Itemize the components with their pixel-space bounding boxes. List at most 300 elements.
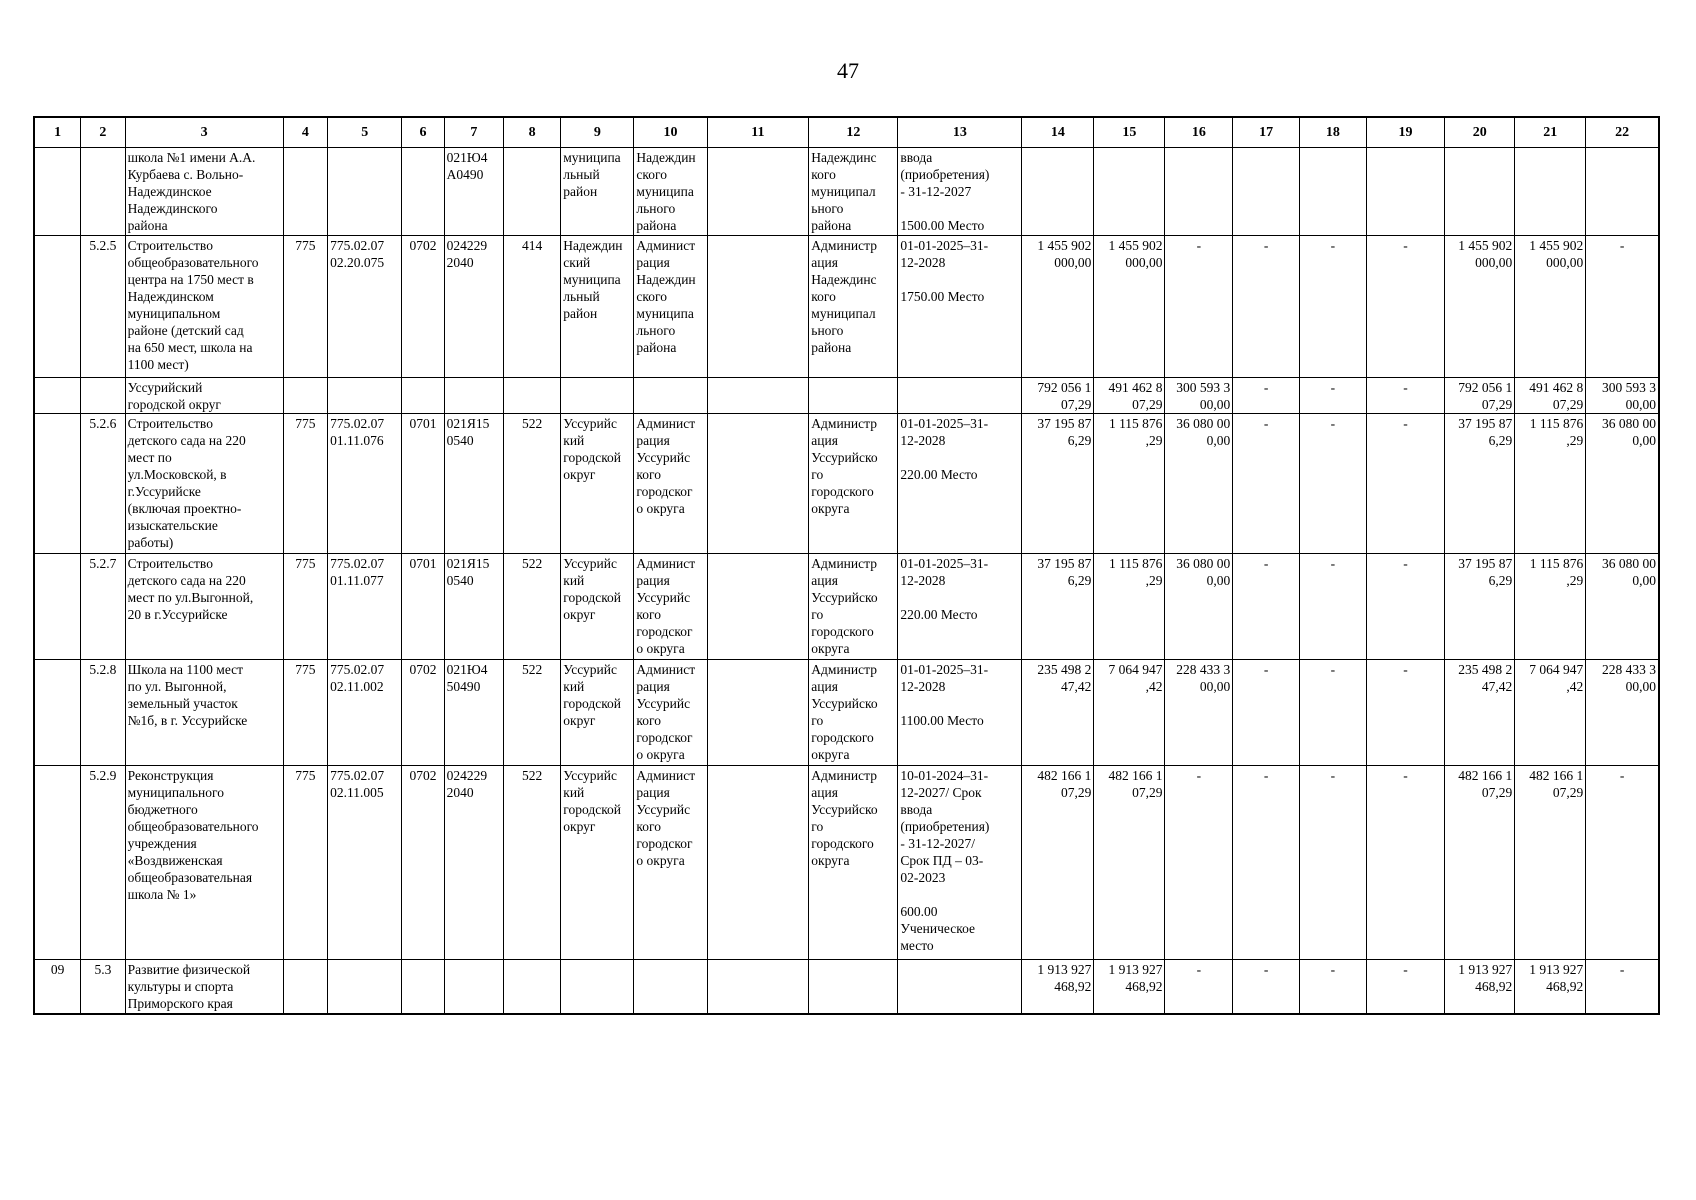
table-cell-col-13 — [898, 766, 1022, 960]
cell-text: 775 — [295, 662, 316, 677]
cell-text: 0702 — [409, 238, 437, 253]
table-cell-col-9 — [561, 148, 634, 236]
cell-text: Админист рация Уссурийс кого городског о округа — [636, 416, 696, 516]
table-cell-col-16 — [1165, 414, 1233, 554]
cell-text: - — [1330, 962, 1336, 977]
cell-text: - — [1196, 238, 1202, 253]
table-cell-col-9 — [561, 960, 634, 1014]
table-cell-col-11 — [707, 414, 809, 554]
table-row — [34, 660, 1659, 766]
cell-text: Надеждин ского муниципа льного района — [636, 150, 696, 233]
table-cell-col-19 — [1366, 554, 1444, 660]
table-cell-col-16 — [1165, 236, 1233, 378]
cell-text: ввода (приобретения) - 31-12-2027 1500.00 Место — [900, 150, 990, 233]
cell-text: 522 — [522, 556, 543, 571]
table-cell-col-17 — [1233, 554, 1300, 660]
cell-text: Администр ация Уссурийско го городского округа — [811, 662, 878, 762]
table-cell-col-3 — [125, 766, 283, 960]
table-row — [34, 378, 1659, 414]
table-cell-col-17 — [1233, 148, 1300, 236]
table-cell-col-5 — [328, 148, 402, 236]
table-cell-col-21 — [1515, 236, 1586, 378]
table-cell-col-4 — [283, 236, 328, 378]
table-cell-col-21 — [1515, 960, 1586, 1014]
table-cell-col-12 — [809, 378, 898, 414]
cell-text: 482 166 1 07,29 — [1529, 768, 1584, 800]
table-cell-col-14 — [1022, 148, 1094, 236]
table-cell-col-11 — [707, 378, 809, 414]
cell-text: - — [1619, 962, 1625, 977]
table-cell-col-19 — [1366, 236, 1444, 378]
table-cell-col-11 — [707, 960, 809, 1014]
table-cell-col-9 — [561, 766, 634, 960]
cell-text: 36 080 00 0,00 — [1176, 556, 1231, 588]
cell-text: - — [1403, 768, 1408, 783]
table-cell-col-2 — [81, 148, 126, 236]
cell-text: 0702 — [409, 662, 437, 677]
cell-text: 36 080 00 0,00 — [1602, 416, 1656, 448]
table-cell-col-10 — [634, 554, 707, 660]
table-cell-col-15 — [1094, 660, 1165, 766]
cell-text: 36 080 00 0,00 — [1176, 416, 1231, 448]
table-cell-col-15 — [1094, 960, 1165, 1014]
table-cell-col-10 — [634, 236, 707, 378]
table-cell-col-7 — [444, 148, 503, 236]
column-header-11: 11 — [707, 117, 809, 148]
cell-text: 09 — [50, 962, 65, 977]
cell-text: 792 056 1 07,29 — [1458, 380, 1513, 412]
column-header-20: 20 — [1445, 117, 1515, 148]
cell-text: 37 195 87 6,29 — [1037, 556, 1092, 588]
cell-text: 01-01-2025–31- 12-2028 220.00 Место — [900, 556, 989, 622]
cell-text: 300 593 3 00,00 — [1602, 380, 1656, 412]
cell-text: 021Ю4 50490 — [446, 662, 488, 694]
table-cell-col-8 — [504, 766, 561, 960]
cell-text: - — [1403, 380, 1408, 395]
table-cell-col-3 — [125, 378, 283, 414]
column-header-6: 6 — [402, 117, 444, 148]
table-cell-col-18 — [1300, 660, 1367, 766]
table-cell-col-22 — [1586, 378, 1659, 414]
table-cell-col-12 — [809, 414, 898, 554]
table-cell-col-12 — [809, 960, 898, 1014]
cell-text: 1 115 876 ,29 — [1529, 556, 1584, 588]
table-cell-col-6 — [402, 960, 444, 1014]
cell-text: Реконструкция муниципального бюджетного общеобразовательного учреждения «Воздвиженская общеобразовательная школа № 1» — [127, 768, 259, 902]
table-cell-col-10 — [634, 766, 707, 960]
cell-text: Уссурийский городской округ — [127, 380, 221, 412]
cell-text: 775 — [295, 416, 316, 431]
table-cell-col-18 — [1300, 766, 1367, 960]
table-cell-col-13 — [898, 236, 1022, 378]
table-cell-col-14 — [1022, 660, 1094, 766]
cell-text: 1 913 927 468,92 — [1529, 962, 1584, 994]
table-cell-col-8 — [504, 960, 561, 1014]
cell-text: - — [1263, 556, 1269, 571]
table-cell-col-19 — [1366, 378, 1444, 414]
cell-text: 36 080 00 0,00 — [1602, 556, 1656, 588]
table-cell-col-15 — [1094, 236, 1165, 378]
table-cell-col-20 — [1445, 554, 1515, 660]
column-header-14: 14 — [1022, 117, 1094, 148]
table-cell-col-21 — [1515, 414, 1586, 554]
cell-text: 37 195 87 6,29 — [1037, 416, 1092, 448]
cell-text: Строительство детского сада на 220 мест по ул.Выгонной, 20 в г.Уссурийске — [127, 556, 254, 622]
cell-text: 0701 — [409, 556, 437, 571]
cell-text: - — [1330, 556, 1336, 571]
table-cell-col-5 — [328, 766, 402, 960]
cell-text: - — [1196, 962, 1202, 977]
table-cell-col-1 — [34, 414, 81, 554]
table-cell-col-19 — [1366, 960, 1444, 1014]
cell-text: - — [1619, 238, 1625, 253]
cell-text: 482 166 1 07,29 — [1037, 768, 1092, 800]
table-cell-col-6 — [402, 378, 444, 414]
table-cell-col-6 — [402, 554, 444, 660]
table-cell-col-13 — [898, 414, 1022, 554]
cell-text: 5.2.7 — [89, 556, 117, 571]
table-cell-col-5 — [328, 414, 402, 554]
table-cell-col-22 — [1586, 414, 1659, 554]
table-cell-col-4 — [283, 378, 328, 414]
table-cell-col-12 — [809, 236, 898, 378]
table-cell-col-19 — [1366, 414, 1444, 554]
cell-text: Школа на 1100 мест по ул. Выгонной, земельный участок №1б, в г. Уссурийске — [127, 662, 248, 728]
table-cell-col-13 — [898, 960, 1022, 1014]
table-cell-col-2 — [81, 960, 126, 1014]
data-table — [33, 116, 1660, 1015]
cell-text: - — [1619, 768, 1625, 783]
cell-text: 1 913 927 468,92 — [1108, 962, 1163, 994]
cell-text: 775.02.07 01.11.077 — [330, 556, 385, 588]
cell-text: - — [1263, 662, 1269, 677]
table-cell-col-5 — [328, 660, 402, 766]
table-cell-col-7 — [444, 960, 503, 1014]
table-cell-col-3 — [125, 960, 283, 1014]
table-cell-col-22 — [1586, 660, 1659, 766]
table-cell-col-7 — [444, 660, 503, 766]
table-cell-col-9 — [561, 236, 634, 378]
table-cell-col-22 — [1586, 960, 1659, 1014]
table-cell-col-11 — [707, 236, 809, 378]
cell-text: - — [1330, 768, 1336, 783]
table-cell-col-6 — [402, 148, 444, 236]
table-cell-col-8 — [504, 378, 561, 414]
table-cell-col-1 — [34, 766, 81, 960]
table-cell-col-11 — [707, 554, 809, 660]
table-cell-col-4 — [283, 148, 328, 236]
table-cell-col-2 — [81, 554, 126, 660]
cell-text: 37 195 87 6,29 — [1458, 416, 1513, 448]
table-cell-col-20 — [1445, 148, 1515, 236]
table-cell-col-11 — [707, 660, 809, 766]
cell-text: Надеждинс кого муниципал ьного района — [811, 150, 877, 233]
cell-text: - — [1263, 416, 1269, 431]
table-cell-col-18 — [1300, 148, 1367, 236]
table-row — [34, 148, 1659, 236]
table-cell-col-18 — [1300, 236, 1367, 378]
table-cell-col-10 — [634, 414, 707, 554]
table-cell-col-3 — [125, 148, 283, 236]
table-cell-col-14 — [1022, 236, 1094, 378]
table-cell-col-16 — [1165, 148, 1233, 236]
cell-text: Строительство детского сада на 220 мест по ул.Московской, в г.Уссурийске (включая проектно- изыскательские работы) — [127, 416, 246, 550]
cell-text: 021Я15 0540 — [446, 416, 490, 448]
table-cell-col-22 — [1586, 766, 1659, 960]
cell-text: 1 455 902 000,00 — [1037, 238, 1092, 270]
table-cell-col-12 — [809, 660, 898, 766]
cell-text: - — [1403, 238, 1408, 253]
cell-text: - — [1263, 768, 1269, 783]
cell-text: 300 593 3 00,00 — [1176, 380, 1231, 412]
cell-text: 1 455 902 000,00 — [1458, 238, 1513, 270]
cell-text: Надеждин ский муниципа льный район — [563, 238, 623, 321]
table-cell-col-16 — [1165, 766, 1233, 960]
table-cell-col-2 — [81, 414, 126, 554]
cell-text: 5.2.6 — [89, 416, 117, 431]
table-cell-col-1 — [34, 148, 81, 236]
table-cell-col-4 — [283, 766, 328, 960]
table-cell-col-20 — [1445, 766, 1515, 960]
table-cell-col-5 — [328, 378, 402, 414]
table-cell-col-14 — [1022, 414, 1094, 554]
cell-text: Уссурийс кий городской округ — [563, 556, 622, 622]
cell-text: Админист рация Надеждин ского муниципа льного района — [636, 238, 696, 355]
table-cell-col-3 — [125, 414, 283, 554]
table-cell-col-8 — [504, 554, 561, 660]
table-row — [34, 236, 1659, 378]
table-header-row — [34, 117, 1659, 148]
table-cell-col-7 — [444, 554, 503, 660]
column-header-15: 15 — [1094, 117, 1165, 148]
table-cell-col-7 — [444, 378, 503, 414]
table-cell-col-6 — [402, 414, 444, 554]
column-header-16: 16 — [1165, 117, 1233, 148]
table-cell-col-1 — [34, 378, 81, 414]
table-cell-col-11 — [707, 766, 809, 960]
cell-text: Администр ация Надеждинс кого муниципал ьного района — [811, 238, 877, 355]
table-cell-col-7 — [444, 236, 503, 378]
table-cell-col-15 — [1094, 766, 1165, 960]
table-cell-col-3 — [125, 554, 283, 660]
cell-text: 522 — [522, 416, 543, 431]
cell-text: - — [1330, 662, 1336, 677]
table-cell-col-20 — [1445, 960, 1515, 1014]
table-cell-col-2 — [81, 660, 126, 766]
table-cell-col-14 — [1022, 554, 1094, 660]
cell-text: 7 064 947 ,42 — [1529, 662, 1584, 694]
table-cell-col-22 — [1586, 236, 1659, 378]
table-cell-col-7 — [444, 414, 503, 554]
column-header-17: 17 — [1233, 117, 1300, 148]
table-cell-col-18 — [1300, 414, 1367, 554]
cell-text: - — [1263, 962, 1269, 977]
table-cell-col-20 — [1445, 414, 1515, 554]
cell-text: Админист рация Уссурийс кого городског о округа — [636, 768, 696, 868]
table-row — [34, 960, 1659, 1014]
table-cell-col-17 — [1233, 960, 1300, 1014]
cell-text: 0702 — [409, 768, 437, 783]
table-cell-col-16 — [1165, 660, 1233, 766]
table-cell-col-4 — [283, 960, 328, 1014]
cell-text: 5.3 — [94, 962, 112, 977]
table-cell-col-17 — [1233, 236, 1300, 378]
cell-text: 1 913 927 468,92 — [1037, 962, 1092, 994]
cell-text: 1 455 902 000,00 — [1529, 238, 1584, 270]
table-cell-col-21 — [1515, 148, 1586, 236]
column-header-8: 8 — [504, 117, 561, 148]
table-cell-col-4 — [283, 554, 328, 660]
cell-text: школа №1 имени А.А. Курбаева с. Вольно- Надеждинское Надеждинского района — [127, 150, 256, 233]
cell-text: 235 498 2 47,42 — [1037, 662, 1092, 694]
table-cell-col-14 — [1022, 766, 1094, 960]
cell-text: 021Ю4 А0490 — [446, 150, 488, 182]
cell-text: - — [1330, 238, 1336, 253]
cell-text: 775 — [295, 556, 316, 571]
cell-text: 1 115 876 ,29 — [1108, 556, 1163, 588]
cell-text: Уссурийс кий городской округ — [563, 416, 622, 482]
table-cell-col-1 — [34, 660, 81, 766]
table-cell-col-16 — [1165, 378, 1233, 414]
table-cell-col-10 — [634, 378, 707, 414]
table-cell-col-14 — [1022, 960, 1094, 1014]
cell-text: Админист рация Уссурийс кого городског о округа — [636, 556, 696, 656]
table-cell-col-12 — [809, 766, 898, 960]
table-cell-col-20 — [1445, 378, 1515, 414]
table-cell-col-8 — [504, 236, 561, 378]
table-cell-col-5 — [328, 236, 402, 378]
column-header-21: 21 — [1515, 117, 1586, 148]
cell-text: 024229 2040 — [446, 768, 488, 800]
cell-text: 482 166 1 07,29 — [1108, 768, 1163, 800]
cell-text: Развитие физической культуры и спорта Приморского края — [127, 962, 251, 1011]
cell-text: - — [1263, 238, 1269, 253]
table-cell-col-7 — [444, 766, 503, 960]
table-cell-col-6 — [402, 766, 444, 960]
table-cell-col-15 — [1094, 378, 1165, 414]
column-header-18: 18 — [1300, 117, 1367, 148]
cell-text: - — [1403, 556, 1408, 571]
table-cell-col-10 — [634, 660, 707, 766]
cell-text: 10-01-2024–31- 12-2027/ Срок ввода (приобретения) - 31-12-2027/ Срок ПД – 03- 02-2023 600.00 Ученическое место — [900, 768, 990, 953]
table-cell-col-17 — [1233, 660, 1300, 766]
table-cell-col-2 — [81, 766, 126, 960]
table-cell-col-21 — [1515, 554, 1586, 660]
cell-text: 522 — [522, 768, 543, 783]
table-cell-col-5 — [328, 960, 402, 1014]
table-cell-col-17 — [1233, 414, 1300, 554]
cell-text: 792 056 1 07,29 — [1037, 380, 1092, 412]
cell-text: 024229 2040 — [446, 238, 488, 270]
table-cell-col-11 — [707, 148, 809, 236]
table-cell-col-4 — [283, 414, 328, 554]
column-header-12: 12 — [809, 117, 898, 148]
cell-text: Строительство общеобразовательного центра на 1750 мест в Надеждинском муниципальном районе (детский сад на 650 мест, школа на 1100 мест) — [127, 238, 259, 372]
cell-text: Администр ация Уссурийско го городского округа — [811, 556, 878, 656]
cell-text: - — [1403, 416, 1408, 431]
column-header-2: 2 — [81, 117, 126, 148]
table-cell-col-21 — [1515, 378, 1586, 414]
cell-text: 775.02.07 01.11.076 — [330, 416, 385, 448]
table-cell-col-16 — [1165, 960, 1233, 1014]
cell-text: 37 195 87 6,29 — [1458, 556, 1513, 588]
cell-text: Администр ация Уссурийско го городского округа — [811, 416, 878, 516]
cell-text: муниципа льный район — [563, 150, 621, 199]
table-cell-col-9 — [561, 554, 634, 660]
table-cell-col-13 — [898, 148, 1022, 236]
column-header-4: 4 — [283, 117, 328, 148]
table-cell-col-15 — [1094, 148, 1165, 236]
table-cell-col-19 — [1366, 660, 1444, 766]
cell-text: 235 498 2 47,42 — [1458, 662, 1513, 694]
column-header-3: 3 — [125, 117, 283, 148]
table-body — [34, 148, 1659, 1014]
column-header-19: 19 — [1366, 117, 1444, 148]
column-header-7: 7 — [444, 117, 503, 148]
cell-text: 491 462 8 07,29 — [1529, 380, 1584, 412]
table-cell-col-17 — [1233, 378, 1300, 414]
table-cell-col-21 — [1515, 660, 1586, 766]
table-cell-col-6 — [402, 660, 444, 766]
cell-text: Уссурийс кий городской округ — [563, 768, 622, 834]
table-cell-col-1 — [34, 236, 81, 378]
table-cell-col-1 — [34, 960, 81, 1014]
cell-text: - — [1403, 962, 1408, 977]
table-cell-col-8 — [504, 660, 561, 766]
table-cell-col-10 — [634, 960, 707, 1014]
cell-text: 021Я15 0540 — [446, 556, 490, 588]
table-row — [34, 766, 1659, 960]
table-cell-col-12 — [809, 148, 898, 236]
cell-text: 01-01-2025–31- 12-2028 1750.00 Место — [900, 238, 989, 304]
cell-text: 1 455 902 000,00 — [1108, 238, 1163, 270]
cell-text: 1 115 876 ,29 — [1529, 416, 1584, 448]
page-number: 47 — [837, 58, 859, 83]
table-cell-col-18 — [1300, 554, 1367, 660]
column-header-13: 13 — [898, 117, 1022, 148]
cell-text: 1 115 876 ,29 — [1108, 416, 1163, 448]
column-header-5: 5 — [328, 117, 402, 148]
table-cell-col-14 — [1022, 378, 1094, 414]
table-cell-col-2 — [81, 236, 126, 378]
table-row — [34, 414, 1659, 554]
cell-text: - — [1403, 662, 1408, 677]
table-cell-col-13 — [898, 554, 1022, 660]
cell-text: 228 433 3 00,00 — [1176, 662, 1231, 694]
cell-text: 7 064 947 ,42 — [1108, 662, 1163, 694]
table-cell-col-21 — [1515, 766, 1586, 960]
table-cell-col-9 — [561, 660, 634, 766]
table-cell-col-19 — [1366, 766, 1444, 960]
table-cell-col-1 — [34, 554, 81, 660]
table-cell-col-3 — [125, 236, 283, 378]
table-cell-col-6 — [402, 236, 444, 378]
cell-text: 775 — [295, 768, 316, 783]
table-cell-col-3 — [125, 660, 283, 766]
column-header-10: 10 — [634, 117, 707, 148]
table-cell-col-18 — [1300, 960, 1367, 1014]
cell-text: Администр ация Уссурийско го городского округа — [811, 768, 878, 868]
cell-text: 01-01-2025–31- 12-2028 220.00 Место — [900, 416, 989, 482]
cell-text: - — [1330, 380, 1336, 395]
table-cell-col-19 — [1366, 148, 1444, 236]
table-cell-col-2 — [81, 378, 126, 414]
column-header-1: 1 — [34, 117, 81, 148]
cell-text: Уссурийс кий городской округ — [563, 662, 622, 728]
table-row — [34, 554, 1659, 660]
cell-text: - — [1263, 380, 1269, 395]
cell-text: Админист рация Уссурийс кого городског о округа — [636, 662, 696, 762]
